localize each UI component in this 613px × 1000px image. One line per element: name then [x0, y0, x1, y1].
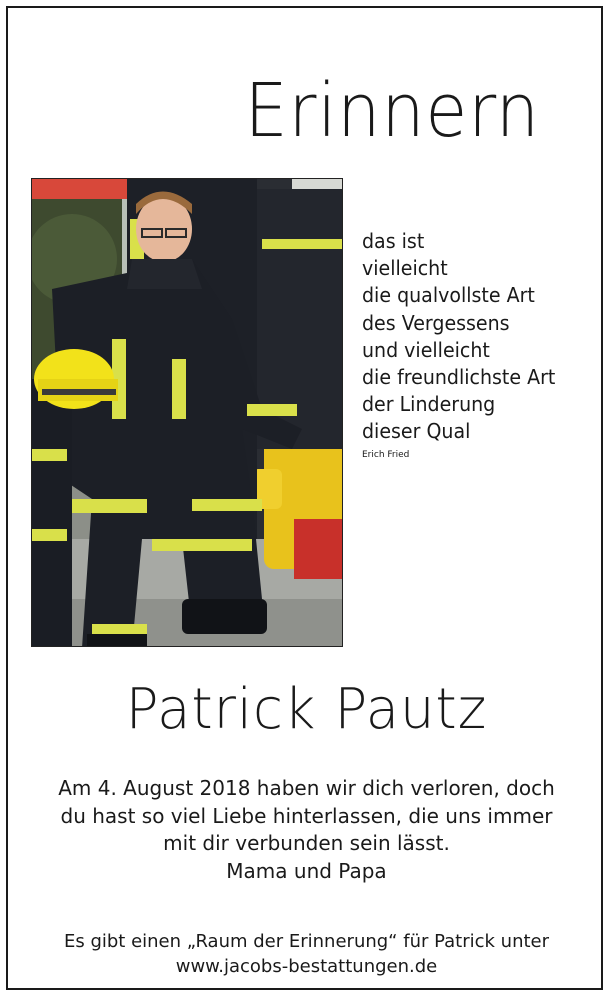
poem-author: Erich Fried: [362, 449, 410, 460]
poem-line: und vielleicht: [362, 337, 490, 362]
deceased-name: Patrick Pautz: [125, 677, 488, 742]
poem-line: die qualvollste Art: [362, 283, 535, 308]
memorial-footer: [0, 929, 613, 979]
message-signature: Mama und Papa: [226, 858, 387, 883]
poem-line: des Vergessens: [362, 310, 510, 335]
poem-line: dieser Qual: [362, 419, 471, 444]
poem-line: das ist: [362, 229, 425, 253]
poem-line: vielleicht: [362, 256, 448, 281]
portrait-photo: [31, 178, 343, 647]
message-line: Am 4. August 2018 haben wir dich verloren, doch: [58, 776, 555, 800]
farewell-message: [0, 775, 613, 885]
website-link[interactable]: www.jacobs-bestattungen.de: [175, 956, 438, 977]
message-line: du hast so viel Liebe hinterlassen, die uns immer: [60, 803, 553, 828]
poem: [362, 228, 602, 462]
footer-line: Es gibt einen „Raum der Erinnerung“ für Patrick unter: [63, 931, 550, 952]
heading: Erinnern: [244, 68, 540, 154]
message-line: mit dir verbunden sein lässt.: [163, 831, 450, 855]
poem-line: die freundlichste Art: [362, 365, 556, 390]
poem-line: der Linderung: [362, 392, 496, 417]
